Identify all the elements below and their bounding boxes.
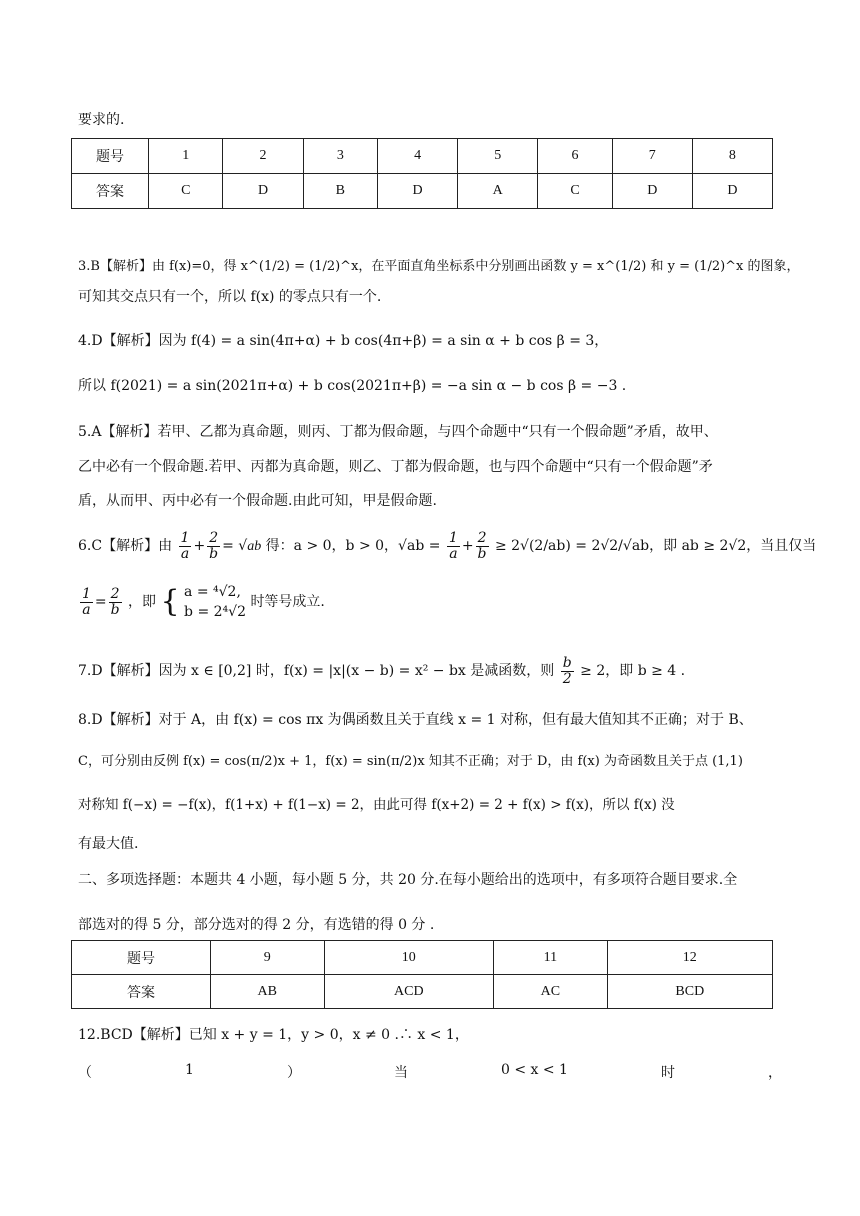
q5-line-3: 盾，从而甲、丙中必有一个假命题.由此可知，甲是假命题. bbox=[78, 493, 437, 509]
table-header-cell: 题号 bbox=[72, 941, 211, 975]
table-cell: BCD bbox=[607, 975, 772, 1009]
q6-part-1: 得：a > 0，b > 0，√ab = bbox=[265, 538, 441, 554]
fraction-2-over-b-3: $\frac{2}{b}$ bbox=[110, 585, 120, 618]
table-cell: C bbox=[149, 174, 223, 209]
section2-line-2: 部选对的得 5 分，部分选对的得 2 分，有选错的得 0 分 . bbox=[78, 917, 435, 933]
q6-prefix: 6.C【解析】由 bbox=[78, 538, 173, 554]
table-cell: 2 bbox=[223, 139, 303, 174]
section2-line-1: 二、多项选择题：本题共 4 小题，每小题 5 分，共 20 分.在每小题给出的选项中，有多项符合题目要求.全 bbox=[78, 872, 738, 888]
table-cell: D bbox=[223, 174, 303, 209]
q6-part-3: ，即 bbox=[128, 594, 157, 610]
table-cell: 8 bbox=[692, 139, 772, 174]
table-cell: 3 bbox=[303, 139, 377, 174]
table-row bbox=[72, 941, 773, 975]
table-row bbox=[72, 174, 773, 209]
table-row bbox=[72, 975, 773, 1009]
table-cell: 5 bbox=[458, 139, 538, 174]
fraction-1-over-a-3: $\frac{1}{a}$ bbox=[82, 585, 91, 618]
q6-line-1: 6.C【解析】由 $\frac{1}{a}$ + $\frac{2}{b}$ = √ab 得：a > 0，b > 0，√ab = $\frac{1}{a}$ + $\frac{2}{b}$ ≥ 2√(2/ab) = 2√2/√ab，即 ab ≥ 2√2，当且仅当 bbox=[78, 529, 817, 562]
table-cell: 12 bbox=[607, 941, 772, 975]
fraction-b-over-2: $\frac{b}{2}$ bbox=[562, 654, 572, 687]
q8-line-1: 8.D【解析】对于 A，由 f(x) = cos πx 为偶函数且关于直线 x = 1 对称，但有最大值知其不正确；对于 B、 bbox=[78, 712, 753, 728]
q3-line-1: 3.B【解析】由 f(x)=0，得 x^(1/2) = (1/2)^x，在平面直角坐标系中分别画出函数 y = x^(1/2) 和 y = (1/2)^x 的图象， bbox=[78, 259, 800, 274]
q8-line-4: 有最大值. bbox=[78, 836, 139, 852]
q5-line-2: 乙中必有一个假命题.若甲、丙都为真命题，则乙、丁都为假命题，也与四个命题中“只有一个假命题”矛 bbox=[78, 459, 713, 475]
answer-table-1 bbox=[71, 138, 773, 209]
table-cell: D bbox=[378, 174, 458, 209]
intro-text: 要求的. bbox=[78, 112, 125, 128]
q7-line bbox=[78, 655, 782, 687]
q4-line-1: 4.D【解析】因为 f(4) = a sin(4π+α) + b cos(4π+β) = a sin α + b cos β = 3， bbox=[78, 333, 609, 349]
equation-a: a = ⁴√2, bbox=[184, 584, 241, 600]
equation-b: b = 2⁴√2 bbox=[184, 604, 246, 620]
table-cell: B bbox=[303, 174, 377, 209]
q7-suffix: ≥ 2，即 b ≥ 4 . bbox=[580, 663, 686, 679]
equation-system bbox=[184, 582, 246, 622]
table-cell: 4 bbox=[378, 139, 458, 174]
q5-line-1: 5.A【解析】若甲、乙都为真命题，则丙、丁都为假命题，与四个命题中“只有一个假命题”矛盾，故甲、 bbox=[78, 424, 718, 440]
q12-token: （ bbox=[78, 1065, 92, 1081]
fraction-2-over-b: $\frac{2}{b}$ bbox=[209, 529, 219, 562]
q12-token: 1 bbox=[185, 1062, 194, 1078]
q4-line-2: 所以 f(2021) = a sin(2021π+α) + b cos(2021π+β) = −a sin α − b cos β = −3 . bbox=[78, 378, 627, 394]
table-cell: A bbox=[458, 174, 538, 209]
q12-token: 时 bbox=[660, 1065, 675, 1081]
q6-part-4: 时等号成立. bbox=[250, 594, 325, 610]
table-header-cell: 答案 bbox=[72, 975, 211, 1009]
fraction-2-over-b-2: $\frac{2}{b}$ bbox=[477, 529, 487, 562]
answer-table-2 bbox=[71, 940, 773, 1009]
q7-prefix: 7.D【解析】因为 x ∈ [0,2] 时，f(x) = |x|(x − b) = x² − bx 是减函数，则 bbox=[78, 663, 555, 679]
table-cell: AC bbox=[494, 975, 608, 1009]
q8-line-2: C，可分别由反例 f(x) = cos(π/2)x + 1，f(x) = sin(π/2)x 知其不正确；对于 D，由 f(x) 为奇函数且关于点 (1,1) bbox=[78, 754, 743, 769]
table-cell: C bbox=[538, 174, 612, 209]
table-cell: 7 bbox=[612, 139, 692, 174]
table-cell: AB bbox=[211, 975, 325, 1009]
fraction-1-over-a: $\frac{1}{a}$ bbox=[180, 529, 190, 562]
table-cell: D bbox=[612, 174, 692, 209]
table-cell: 6 bbox=[538, 139, 612, 174]
table-row bbox=[72, 139, 773, 174]
table-cell: 11 bbox=[494, 941, 608, 975]
table-cell: 9 bbox=[211, 941, 325, 975]
q12-token: 0 < x < 1 bbox=[500, 1062, 568, 1078]
q6-line-2: $\frac{1}{a}$ = $\frac{2}{b}$ ，即 { a = ⁴√2, b = 2⁴√2 时等号成立. bbox=[82, 584, 325, 620]
table-header-cell: 答案 bbox=[72, 174, 149, 209]
q8-line-3: 对称知 f(−x) = −f(x)，f(1+x) + f(1−x) = 2，由此可得 f(x+2) = 2 + f(x) > f(x)，所以 f(x) 没 bbox=[78, 797, 675, 813]
table-cell: 1 bbox=[149, 139, 223, 174]
q12-token: ， bbox=[768, 1065, 782, 1081]
q3-line-2: 可知其交点只有一个，所以 f(x) 的零点只有一个. bbox=[78, 289, 382, 305]
q12-token: 当 bbox=[393, 1065, 408, 1081]
q12-line-2 bbox=[78, 1062, 782, 1082]
table-cell: D bbox=[692, 174, 772, 209]
q12-line-1: 12.BCD【解析】已知 x + y = 1，y > 0，x ≠ 0 .∴ x < 1， bbox=[78, 1027, 469, 1043]
q12-token: ） bbox=[286, 1065, 301, 1081]
table-cell: 10 bbox=[324, 941, 494, 975]
fraction-1-over-a-2: $\frac{1}{a}$ bbox=[448, 529, 458, 562]
table-header-cell: 题号 bbox=[72, 139, 149, 174]
q6-part-2: ≥ 2√(2/ab) = 2√2/√ab，即 ab ≥ 2√2，当且仅当 bbox=[494, 538, 817, 554]
table-cell: ACD bbox=[324, 975, 494, 1009]
